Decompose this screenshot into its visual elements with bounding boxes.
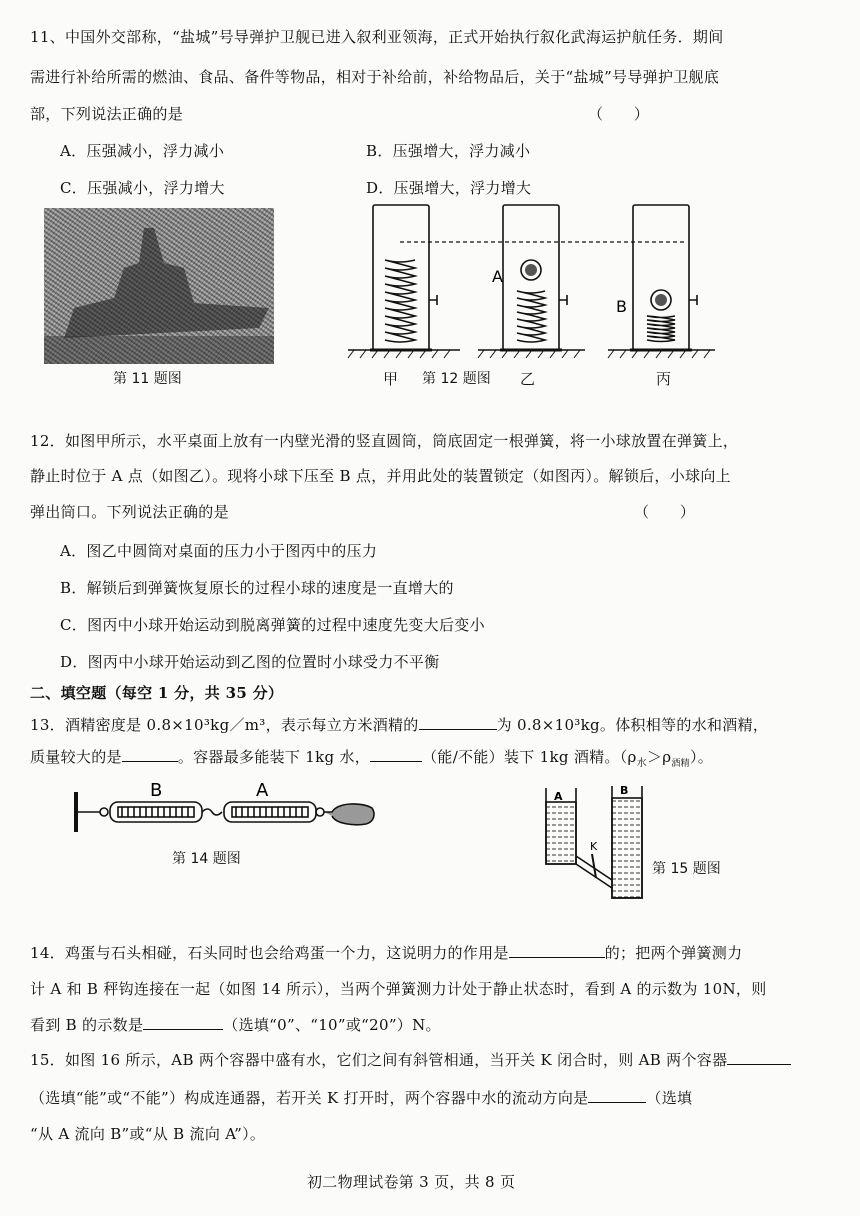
q15-text-1a: 15．如图 16 所示，AB 两个容器中盛有水，它们之间有斜管相通，当开关 K 闭合时，则 AB 两个容器 — [30, 1051, 728, 1069]
q13-sub-alcohol: 酒精 — [671, 759, 690, 769]
page-footer: 初二物理试卷第 3 页，共 8 页 — [307, 1173, 516, 1191]
q14-line1 — [30, 942, 742, 963]
q14-line2: 计 A 和 B 秤钩连接在一起（如图 14 所示），当两个弹簧测力计处于静止状态时，看到 A 的示数为 10N，则 — [30, 980, 767, 998]
fig11-caption: 第 11 题图 — [113, 371, 182, 387]
fig15-containers-diagram — [540, 780, 650, 900]
fig14-caption: 第 14 题图 — [172, 851, 241, 867]
q13-text-2a: 质量较大的是 — [30, 748, 122, 766]
q14-blank-1[interactable] — [509, 943, 605, 958]
section2-title: 二、填空题（每空 1 分，共 35 分） — [30, 684, 284, 702]
fig15-label-b: B — [620, 784, 629, 797]
warship-photo — [44, 208, 274, 364]
q13-text-2b: 。容器最多能装下 1kg 水， — [177, 748, 371, 766]
fig12-point-a: A — [492, 267, 503, 286]
q11-option-d: D．压强增大，浮力增大 — [366, 179, 532, 197]
q14-text-1a: 14．鸡蛋与石头相碰，石头同时也会给鸡蛋一个力，这说明力的作用是 — [30, 944, 509, 962]
fig12-point-b: B — [616, 297, 627, 316]
fig14-label-b: B — [150, 780, 163, 801]
fig12-caption: 第 12 题图 — [422, 371, 491, 387]
fig12-label-yi: 乙 — [520, 370, 536, 388]
q13-sub-water: 水 — [636, 758, 647, 769]
q12-line3: 弹出筒口。下列说法正确的是 — [30, 503, 229, 521]
q11-line2: 需进行补给所需的燃油、食品、备件等物品，相对于补给前，补给物品后，关于“盐城”号导弹护卫舰底 — [30, 68, 720, 86]
q15-line2 — [30, 1087, 692, 1108]
q15-line1 — [30, 1049, 791, 1070]
fig14-label-a: A — [256, 780, 269, 801]
fig12-label-jia: 甲 — [383, 370, 399, 388]
q12-option-c: C．图丙中小球开始运动到脱离弹簧的过程中速度先变大后变小 — [60, 616, 485, 634]
q13-text-2c: （能/不能）装下 1kg 酒精。（ρ — [422, 748, 637, 766]
q11-option-c: C．压强减小，浮力增大 — [60, 179, 225, 197]
q13-blank-3[interactable] — [370, 747, 422, 762]
q15-text-2b: （选填 — [646, 1089, 693, 1107]
q11-line1: 11、中国外交部称，“盐城”号导弹护卫舰已进入叙利亚领海，正式开始执行叙化武海运护航任务．期间 — [30, 28, 724, 46]
q13-line1 — [30, 714, 768, 735]
q11-option-a: A．压强减小，浮力减小 — [60, 142, 225, 160]
q11-line3: 部，下列说法正确的是 — [30, 105, 184, 123]
q12-answer-bracket: （ ） — [634, 503, 696, 521]
q13-end: ）。 — [689, 748, 714, 766]
q14-text-3b: （选填“0”、“10”或“20”）N。 — [223, 1016, 441, 1034]
q13-line2 — [30, 746, 713, 769]
q13-gt: ＞ρ — [646, 748, 672, 766]
q14-line3 — [30, 1014, 441, 1035]
q12-option-a: A．图乙中圆筒对桌面的压力小于图丙中的压力 — [60, 542, 378, 560]
q15-line3: “从 A 流向 B”或“从 B 流向 A”）。 — [30, 1125, 266, 1143]
warship-silhouette — [44, 208, 274, 364]
q11-answer-bracket: （ ） — [588, 105, 650, 123]
fig15-label-k: K — [590, 840, 598, 853]
q12-option-d: D．图丙中小球开始运动到乙图的位置时小球受力不平衡 — [60, 653, 440, 671]
q15-blank-2[interactable] — [588, 1088, 646, 1103]
q12-option-b: B．解锁后到弹簧恢复原长的过程小球的速度是一直增大的 — [60, 579, 454, 597]
fig15-label-a: A — [554, 790, 563, 803]
q13-blank-2[interactable] — [122, 747, 178, 762]
q12-line1: 12．如图甲所示，水平桌面上放有一内壁光滑的竖直圆筒，筒底固定一根弹簧，将一小球放置在弹簧上， — [30, 432, 739, 450]
q15-blank-1[interactable] — [727, 1050, 791, 1065]
fig12-label-bing: 丙 — [656, 370, 672, 388]
q13-text-1a: 13．酒精密度是 0.8×10³kg／m³，表示每立方米酒精的 — [30, 716, 419, 734]
q13-blank-1[interactable] — [419, 715, 497, 730]
q14-text-1b: 的；把两个弹簧测力 — [604, 944, 743, 962]
q14-blank-2[interactable] — [143, 1015, 223, 1030]
q12-line2: 静止时位于 A 点（如图乙）。现将小球下压至 B 点，并用此处的装置锁定（如图丙）。解锁后，小球向上 — [30, 467, 731, 485]
q15-text-2a: （选填“能”或“不能”）构成连通器，若开关 K 打开时，两个容器中水的流动方向是 — [30, 1089, 589, 1107]
q11-option-b: B．压强增大，浮力减小 — [366, 142, 531, 160]
q13-text-1b: 为 0.8×10³kg。体积相等的水和酒精， — [496, 716, 769, 734]
fig14-spring-scales-diagram — [70, 780, 380, 840]
q14-text-3a: 看到 B 的示数是 — [30, 1016, 144, 1034]
fig12-cylinders-diagram — [340, 200, 720, 360]
fig15-caption: 第 15 题图 — [652, 861, 721, 877]
